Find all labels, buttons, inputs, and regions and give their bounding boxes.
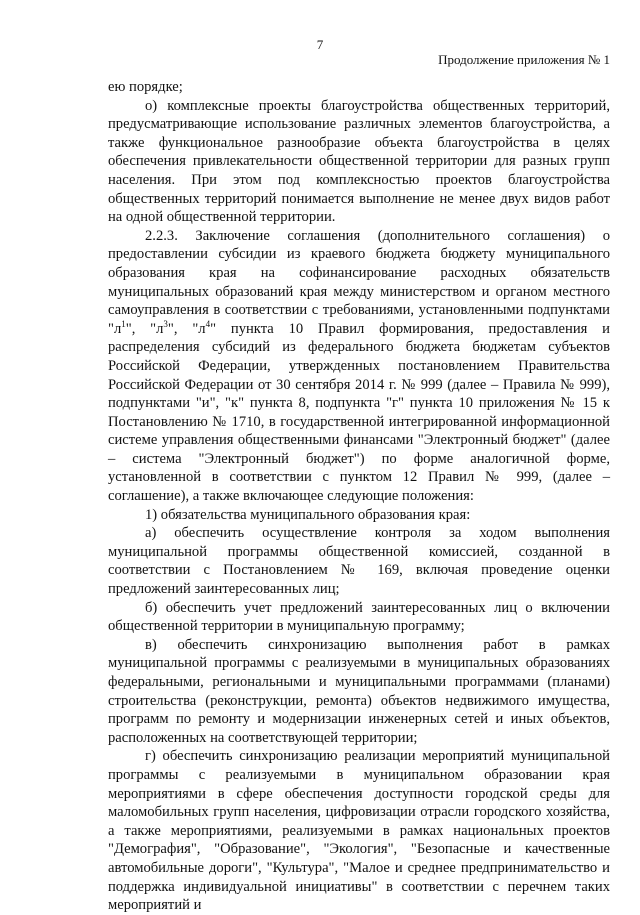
- paragraph-2-2-3-text: 2.2.3. Заключение соглашения (дополнительного соглашения) о предоставлении субсидии из краевого бюджета бюджету муниципального образования края на софинансирование расходных обязательств муниципальных образований края между министерством и органом местного самоуправления в соответствии с требованиями, установленными подпунктами "л: [108, 227, 610, 337]
- subparagraph-sup-2: 3: [163, 318, 168, 329]
- subparagraph-end: ": [210, 320, 217, 337]
- paragraph-2-2-3: [108, 227, 610, 506]
- paragraph-item-v: в) обеспечить синхронизацию выполнения работ в рамках муниципальной программы с реализуемыми в муниципальных образованиях федеральными, региональными и муниципальными программами (планами) строительства (реконструкции, ремонта) объектов недвижимого имущества, программ по ремонту и модернизации инженерных сетей и иных объектов, расположенных на соответствующей территории;: [108, 636, 610, 746]
- paragraph-item-o: о) комплексные проекты благоустройства общественных территорий, предусматривающие использование различных элементов благоустройства, а также функциональное разнообразие объекта благоустройства в целях обеспечения привлекательности общественной территории для разных групп населения. При этом под комплексностью проектов благоустройства общественных территорий понимается выполнение не менее двух видов работ на одной общественной территории.: [108, 97, 610, 226]
- paragraph-item-g: г) обеспечить синхронизацию реализации мероприятий муниципальной программы с реализуемыми в муниципальном образовании края мероприятиями в сфере обеспечения доступности городской среды для маломобильных групп населения, цифровизации отрасли городского хозяйства, а также мероприятиями, реализуемыми в рамках национальных проектов "Демография", "Образование", "Экология", "Безопасные и качественные автомобильные дороги", "Культура", "Малое и среднее предпринимательство и поддержка индивидуальной инициативы" в соответствии с перечнем таких мероприятий и: [108, 748, 610, 914]
- appendix-continuation-note: Продолжение приложения № 1: [438, 52, 610, 67]
- paragraph-item-b: б) обеспечить учет предложений заинтересованных лиц о включении общественной территории в муниципальную программу;: [108, 599, 610, 635]
- subparagraph-sup-3: 4: [205, 318, 211, 329]
- paragraph-2-2-3-continued: пункта 10 Правил формирования, предоставления и распределения субсидий из федерального бюджета бюджетам субъектов Российской Федерации, утвержденных постановлением Правительства Российской Федерации от 30 сентября 2014 г. № 999 (далее – Правила № 999), подпунктами "и", "к" пункта 8, подпункта "г" пункта 10 приложения № 15 к Постановлению № 1710, в государственной интегрированной информационной системе управления общественными финансами "Электронный бюджет" (далее – система "Электронный бюджет") по форме аналогичной форме, установленной в соответствии с пунктом 12 Правил № 999, (далее – соглашение), а также включающее следующие положения:: [108, 320, 610, 505]
- document-body: [108, 78, 610, 915]
- paragraph-item-a: а) обеспечить осуществление контроля за ходом выполнения муниципальной программы общественной комиссией, созданной в соответствии с Постановлением № 169, включая проведение оценки предложений заинтересованных лиц;: [108, 525, 610, 598]
- subparagraph-sep-1: ", "л: [125, 320, 164, 337]
- subparagraph-sep-2: ", "л: [167, 320, 206, 337]
- page-number: 7: [316, 37, 324, 52]
- paragraph-obligations: 1) обязательства муниципального образования края:: [145, 506, 471, 523]
- paragraph-continuation: ею порядке;: [108, 79, 183, 95]
- subparagraph-sup-1: 1: [121, 318, 126, 329]
